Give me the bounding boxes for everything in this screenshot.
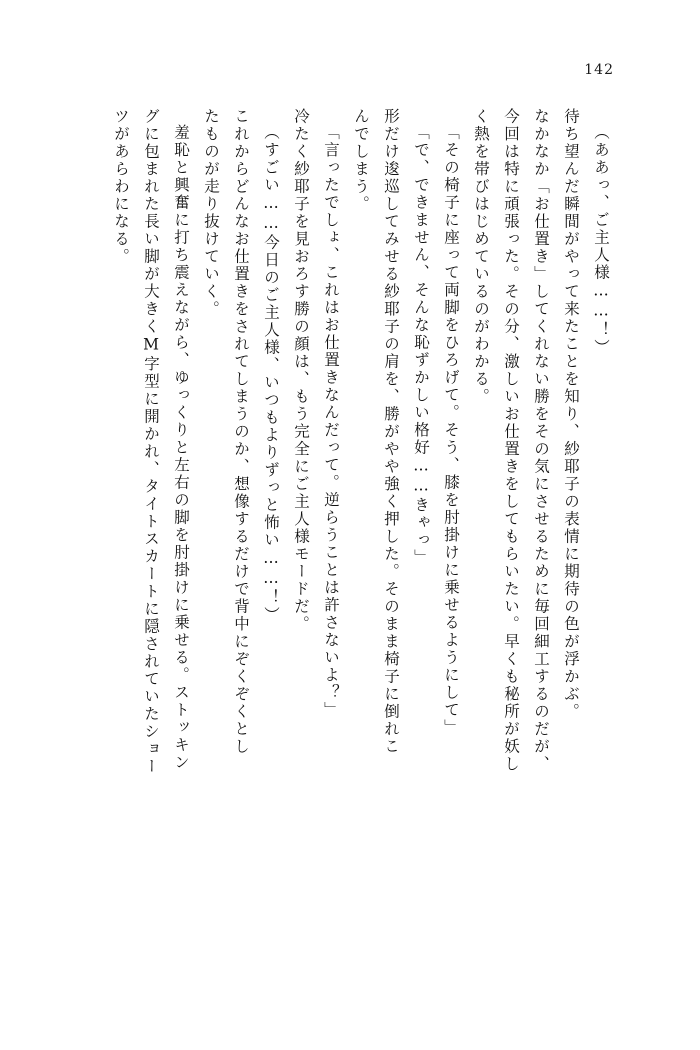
text-line: 「言ったでしょ、これはお仕置きなんだって。逆らうことは許さないよ？」 (322, 124, 340, 719)
text-line: ツがあらわになる。 (112, 108, 130, 266)
text-line: 今回は特に頑張った。その分、激しいお仕置きをしてもらいたい。早くも秘所が妖し (502, 108, 520, 773)
text-line: んでしまう。 (352, 108, 370, 213)
text-line: 「その椅子に座って両脚をひろげて。そう、膝を肘掛けに乗せるようにして」 (442, 124, 460, 737)
text-line: 「で、できません、そんな恥ずかしい格好……きゃっ」 (412, 124, 430, 567)
page-number: 142 (584, 62, 614, 78)
vertical-text-body (80, 108, 616, 988)
text-line: （ああっ、ご主人様……！） (592, 124, 610, 357)
text-line: （すごい……今日のご主人様、いつもよりずっと怖い……！） (262, 124, 280, 624)
text-line: 形だけ逡巡してみせる紗耶子の肩を、勝がやや強く押した。そのまま椅子に倒れこ (382, 108, 400, 756)
text-line: たものが走り抜けていく。 (202, 108, 220, 318)
text-line: なかなか「お仕置き」してくれない勝をその気にさせるために毎回細工するのだが、 (532, 108, 550, 773)
text-line: グに包まれた長い脚が大きくM字型に開かれ、タイトスカートに隠されていたショー (142, 108, 160, 776)
text-line: く熱を帯びはじめているのがわかる。 (472, 108, 490, 406)
text-line: 待ち望んだ瞬間がやって来たことを知り、紗耶子の表情に期待の色が浮かぶ。 (562, 108, 580, 721)
text-line: これからどんなお仕置きをされてしまうのか、想像するだけで背中にぞくぞくとし (232, 108, 250, 756)
text-line: 羞恥と興奮に打ち震えながら、ゆっくりと左右の脚を肘掛けに乗せる。ストッキン (172, 124, 190, 772)
text-line: 冷たく紗耶子を見おろす勝の顔は、もう完全にご主人様モードだ。 (292, 108, 310, 633)
